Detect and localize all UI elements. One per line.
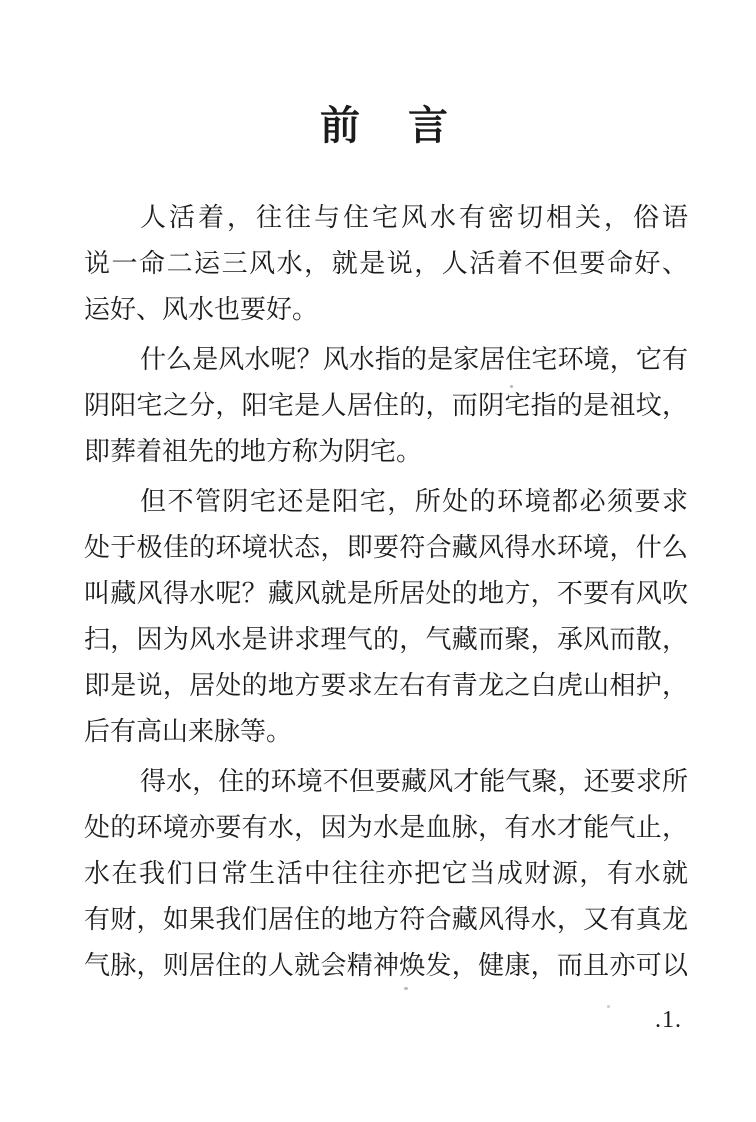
text-line: 处于极佳的环境状态，即要符合藏风得水环境，什么	[84, 533, 688, 562]
text-line: 什么是风水呢？风水指的是家居住宅环境，它有	[140, 345, 688, 374]
text-line: 即是说，居处的地方要求左右有青龙之白虎山相护，	[84, 671, 688, 700]
text-line: 气脉，则居住的人就会精神焕发，健康，而且亦可以	[84, 951, 688, 980]
text-line: 水在我们日常生活中往往亦把它当成财源，有水就	[84, 859, 688, 888]
text-line: 得水，住的环境不但要藏风才能气聚，还要求所	[140, 767, 688, 796]
text-line: 阴阳宅之分，阳宅是人居住的，而阴宅指的是祖坟，	[84, 391, 688, 420]
page-number: .1.	[655, 1007, 682, 1033]
scan-speck	[607, 1005, 610, 1008]
text-line: 但不管阴宅还是阳宅，所处的环境都必须要求	[140, 487, 688, 516]
text-line: 即葬着祖先的地方称为阴宅。	[84, 437, 423, 466]
text-line: 人活着，往往与住宅风水有密切相关，俗语	[140, 203, 688, 232]
text-line: 叫藏风得水呢？藏风就是所居处的地方，不要有风吹	[84, 579, 688, 608]
text-line: 说一命二运三风水，就是说，人活着不但要命好、	[84, 249, 688, 278]
page-title: 前 言	[320, 103, 452, 148]
body-text	[84, 195, 688, 989]
scan-speck	[510, 385, 513, 388]
text-column	[84, 0, 688, 1035]
text-line: 有财，如果我们居住的地方符合藏风得水，又有真龙	[84, 905, 688, 934]
text-line: 后有高山来脉等。	[84, 717, 293, 746]
text-line: 处的环境亦要有水，因为水是血脉，有水才能气止，	[84, 813, 688, 842]
text-line: 扫，因为风水是讲求理气的，气藏而聚，承风而散，	[84, 625, 688, 654]
text-line: 运好、风水也要好。	[84, 295, 319, 324]
scan-speck	[404, 987, 408, 990]
